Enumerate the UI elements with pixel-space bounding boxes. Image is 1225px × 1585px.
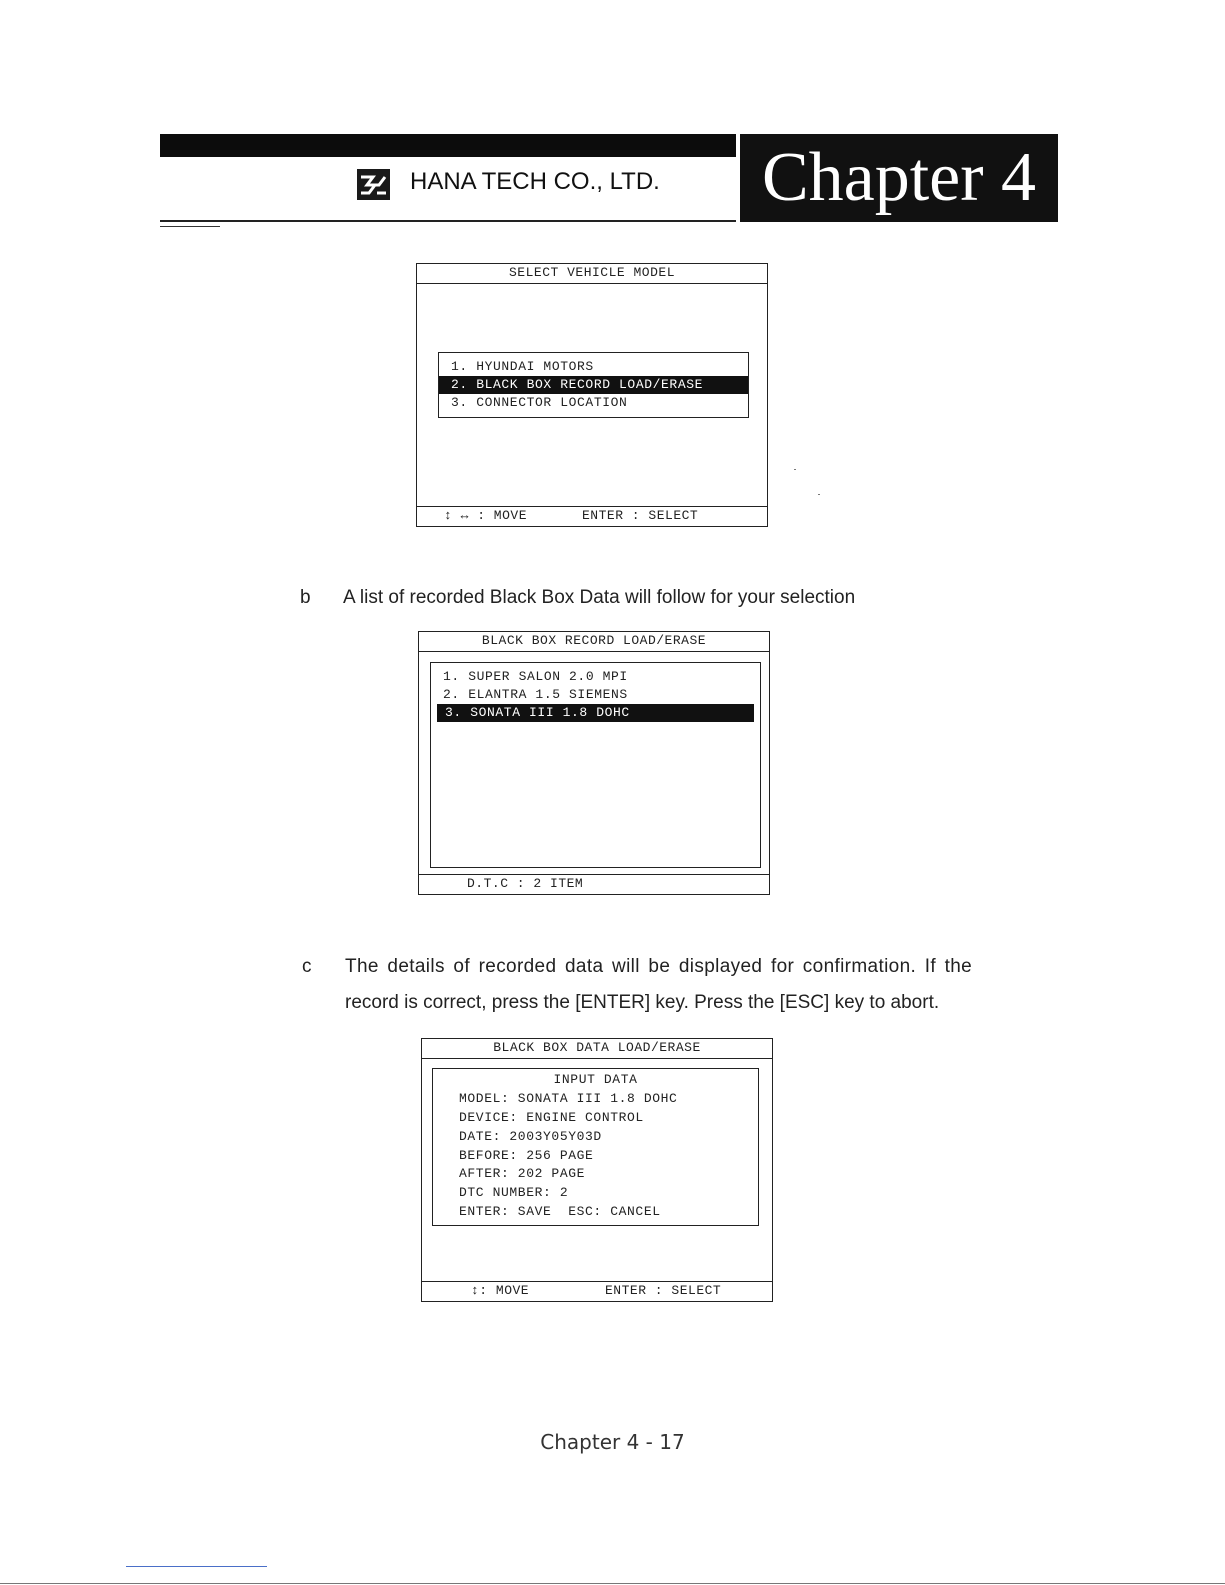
- screen-title: BLACK BOX RECORD LOAD/ERASE: [481, 633, 707, 648]
- title-rule: [422, 1058, 772, 1059]
- menu-panel: [438, 352, 749, 418]
- footer-enter-hint: ENTER : SELECT: [582, 508, 699, 523]
- input-data-panel: [432, 1068, 759, 1226]
- screen-select-vehicle-model: [416, 263, 768, 527]
- step-marker-b: b: [300, 587, 311, 608]
- screen-black-box-data-load: [421, 1038, 773, 1302]
- record-device: DEVICE: ENGINE CONTROL: [459, 1110, 644, 1125]
- footer-link-underline: [126, 1566, 267, 1567]
- menu-item-black-box-record[interactable]: 2. BLACK BOX RECORD LOAD/ERASE: [439, 376, 748, 394]
- screen-title: BLACK BOX DATA LOAD/ERASE: [493, 1040, 701, 1055]
- company-name: HANA TECH CO., LTD.: [410, 168, 660, 195]
- record-item-super-salon[interactable]: 1. SUPER SALON 2.0 MPI: [443, 669, 628, 684]
- footer-move-hint: ↕ ↔ : MOVE: [444, 508, 528, 523]
- record-item-sonata[interactable]: 3. SONATA III 1.8 DOHC: [437, 704, 754, 722]
- screen-footer: [417, 506, 767, 526]
- record-list-panel: [430, 662, 761, 868]
- page-bottom-rule: [0, 1583, 1225, 1584]
- save-cancel-hint[interactable]: ENTER: SAVE ESC: CANCEL: [459, 1204, 661, 1219]
- step-c-text-line2: record is correct, press the [ENTER] key. Press the [ESC] key to abort.: [345, 992, 940, 1013]
- footer-move-hint: ↕: MOVE: [471, 1283, 530, 1298]
- record-model: MODEL: SONATA III 1.8 DOHC: [459, 1091, 678, 1106]
- hanatech-logo-icon: [357, 169, 390, 200]
- step-b-text: A list of recorded Black Box Data will follow for your selection: [343, 587, 856, 608]
- record-dtc-number: DTC NUMBER: 2: [459, 1185, 569, 1200]
- step-c-text-line1: The details of recorded data will be displayed for confirmation. If the: [345, 956, 973, 977]
- scan-speck: [794, 469, 796, 470]
- header-bar: [160, 134, 736, 157]
- header-rule: [160, 220, 736, 222]
- menu-item-hyundai-motors[interactable]: 1. HYUNDAI MOTORS: [451, 359, 594, 374]
- scan-speck: [818, 494, 820, 495]
- screen-title: SELECT VEHICLE MODEL: [508, 265, 676, 280]
- record-after: AFTER: 202 PAGE: [459, 1166, 586, 1181]
- footer-enter-hint: ENTER : SELECT: [605, 1283, 722, 1298]
- step-marker-c: c: [302, 956, 312, 977]
- title-rule: [419, 651, 769, 652]
- dtc-count: D.T.C : 2 ITEM: [467, 876, 584, 891]
- header-rule-short: [160, 226, 220, 227]
- chapter-heading: Chapter 4: [740, 134, 1058, 222]
- record-item-elantra[interactable]: 2. ELANTRA 1.5 SIEMENS: [443, 687, 628, 702]
- title-rule: [417, 283, 767, 284]
- menu-item-connector-location[interactable]: 3. CONNECTOR LOCATION: [451, 395, 628, 410]
- screen-black-box-record-list: [418, 631, 770, 895]
- screen-footer: [422, 1281, 772, 1301]
- record-date: DATE: 2003Y05Y03D: [459, 1129, 602, 1144]
- record-before: BEFORE: 256 PAGE: [459, 1148, 594, 1163]
- input-data-title: INPUT DATA: [553, 1072, 638, 1087]
- screen-footer: [419, 874, 769, 894]
- page-number: Chapter 4 - 17: [540, 1430, 685, 1454]
